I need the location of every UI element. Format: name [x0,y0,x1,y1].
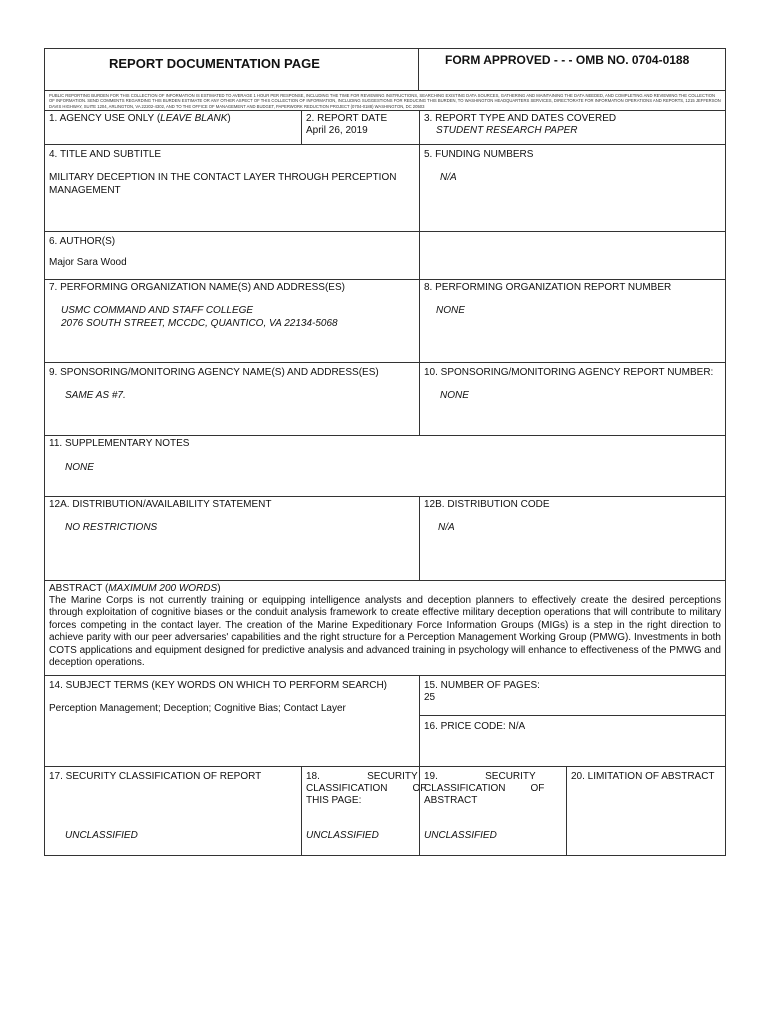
security-page-label-l2: CLASSIFICATION OF [306,783,427,794]
funding-value: N/A [440,172,457,183]
abstract-text: The Marine Corps is not currently training or equipping intelligence analysts and deception planners to effectively create the desired perceptions through exploitation of cognitive biases or the conduit analysis framework to create effective military deception operations that will contribute to military forces competing in the contact layer. The creation of the Marine Expeditionary Force Information Groups (MIGs) is a step in the right direction to achieve parity with our peer adversaries' capabilities and the right structure for a Perception Management Working Group (PMWG). Investments in both COTS applications and equipment designed for predictive analysis and advanced training in psychology will enhance to effectiveness of the PMWG and deception operations. [49,595,721,669]
security-abstract-label-l3: ABSTRACT [424,795,478,806]
distribution-value: NO RESTRICTIONS [65,522,158,533]
report-type-cell [419,111,725,144]
row-author [44,231,726,280]
form-approved-cell [418,49,725,90]
performing-report-label: 8. PERFORMING ORGANIZATION REPORT NUMBER [424,282,672,293]
author-label: 6. AUTHOR(S) [49,236,116,247]
supplementary-value: NONE [65,462,94,473]
distribution-label: 12A. DISTRIBUTION/AVAILABILITY STATEMENT [49,499,272,510]
form-approved-label: FORM APPROVED - - - OMB NO. 0704-0188 [445,53,690,67]
burden-notice: PUBLIC REPORTING BURDEN FOR THIS COLLECTION OF INFORMATION IS ESTIMATED TO AVERAGE 1 HOUR PER RESPONSE, INCLUDING THE TIME FOR REVIEWING INSTRUCTIONS, SEARCHING EXISTING DATA SOURCES, GATHERING AND MAINTAINING THE DATA NEEDED, AND COMPLETING AND REVIEWING THE COLLECTION OF INFORMATION. SEND COMMENTS REGARDING THIS BURDEN ESTIMATE OR ANY OTHER ASPECT OF THIS COLLECTION OF INFORMATION, INCLUDING SUGGESTIONS FOR REDUCING THIS BURDEN, TO WASHINGTON HEADQUARTERS SERVICES, DIRECTORATE FOR INFORMATION OPERATIONS AND REPORTS, 1215 JEFFERSON DAVIS HIGHWAY, SUITE 1204, ARLINGTON, VA 22202-4302, AND TO THE OFFICE OF MANAGEMENT AND BUDGET, PAPERWORK REDUCTION PROJECT (0704-0188) WASHINGTON, DC 20503 [49,93,721,109]
row-distribution [44,496,726,581]
row-abstract [44,580,726,676]
security-abstract-cell [419,767,566,855]
sponsoring-report-value: NONE [440,390,469,401]
author-value: Major Sara Wood [49,257,127,268]
distribution-code-value: N/A [438,522,455,533]
subject-terms-value: Perception Management; Deception; Cognitive Bias; Contact Layer [49,703,346,714]
subject-terms-label: 14. SUBJECT TERMS (KEY WORDS ON WHICH TO PERFORM SEARCH) [49,680,388,691]
security-page-label-l1: 18. SECURITY [306,771,418,782]
report-type-value: STUDENT RESEARCH PAPER [436,125,578,136]
report-date-cell [301,111,419,144]
performing-org-line1: USMC COMMAND AND STAFF COLLEGE [61,305,254,316]
title-subtitle-label: 4. TITLE AND SUBTITLE [49,149,162,160]
row-subject-terms [44,675,726,767]
sponsoring-label: 9. SPONSORING/MONITORING AGENCY NAME(S) AND ADDRESS(ES) [49,367,379,378]
abstract-label: ABSTRACT (MAXIMUM 200 WORDS) [49,583,221,594]
security-report-value: UNCLASSIFIED [65,830,138,841]
page-title: REPORT DOCUMENTATION PAGE [109,56,320,71]
pages-price-cell [419,676,725,766]
agency-use-label: 1. AGENCY USE ONLY (LEAVE BLANK) [49,113,231,124]
security-abstract-label-l1: 19. SECURITY [424,771,536,782]
security-abstract-label-l2: CLASSIFICATION OF [424,783,545,794]
funding-label: 5. FUNDING NUMBERS [424,149,534,160]
funding-cell [419,145,725,231]
security-page-cell [301,767,427,855]
report-type-label: 3. REPORT TYPE AND DATES COVERED [424,113,617,124]
sponsoring-report-cell [419,363,725,435]
performing-report-cell [419,280,725,362]
burden-notice-row [44,90,726,111]
row-title-funding [44,144,726,232]
price-code-label: 16. PRICE CODE: N/A [424,721,526,732]
performing-report-value: NONE [436,305,465,316]
row-agency-date-type [44,110,726,145]
limitation-label: 20. LIMITATION OF ABSTRACT [571,771,715,782]
limitation-cell [566,767,725,855]
row-security [44,766,726,856]
sponsoring-report-label: 10. SPONSORING/MONITORING AGENCY REPORT NUMBER: [424,367,714,378]
report-date-value: April 26, 2019 [306,125,368,136]
security-abstract-value: UNCLASSIFIED [424,830,497,841]
author-right-cell [419,232,725,279]
report-documentation-form [44,48,726,856]
performing-org-label: 7. PERFORMING ORGANIZATION NAME(S) AND ADDRESS(ES) [49,282,345,293]
sponsoring-value: SAME AS #7. [65,390,126,401]
security-report-label: 17. SECURITY CLASSIFICATION OF REPORT [49,771,262,782]
pages-label: 15. NUMBER OF PAGES: [424,680,540,691]
security-page-value: UNCLASSIFIED [306,830,379,841]
distribution-code-cell [419,497,725,580]
pages-value: 25 [424,692,436,703]
title-subtitle-value: MILITARY DECEPTION IN THE CONTACT LAYER THROUGH PERCEPTION MANAGEMENT [49,172,397,196]
row-performing-org [44,279,726,363]
pages-price-divider [420,715,725,716]
header-row [44,48,726,91]
row-sponsoring [44,362,726,436]
distribution-code-label: 12B. DISTRIBUTION CODE [424,499,550,510]
security-page-label-l3: THIS PAGE: [306,795,362,806]
supplementary-label: 11. SUPPLEMENTARY NOTES [49,438,190,449]
performing-org-line2: 2076 SOUTH STREET, MCCDC, QUANTICO, VA 22134-5068 [61,318,338,329]
row-supplementary [44,435,726,497]
report-date-label: 2. REPORT DATE [306,113,388,124]
